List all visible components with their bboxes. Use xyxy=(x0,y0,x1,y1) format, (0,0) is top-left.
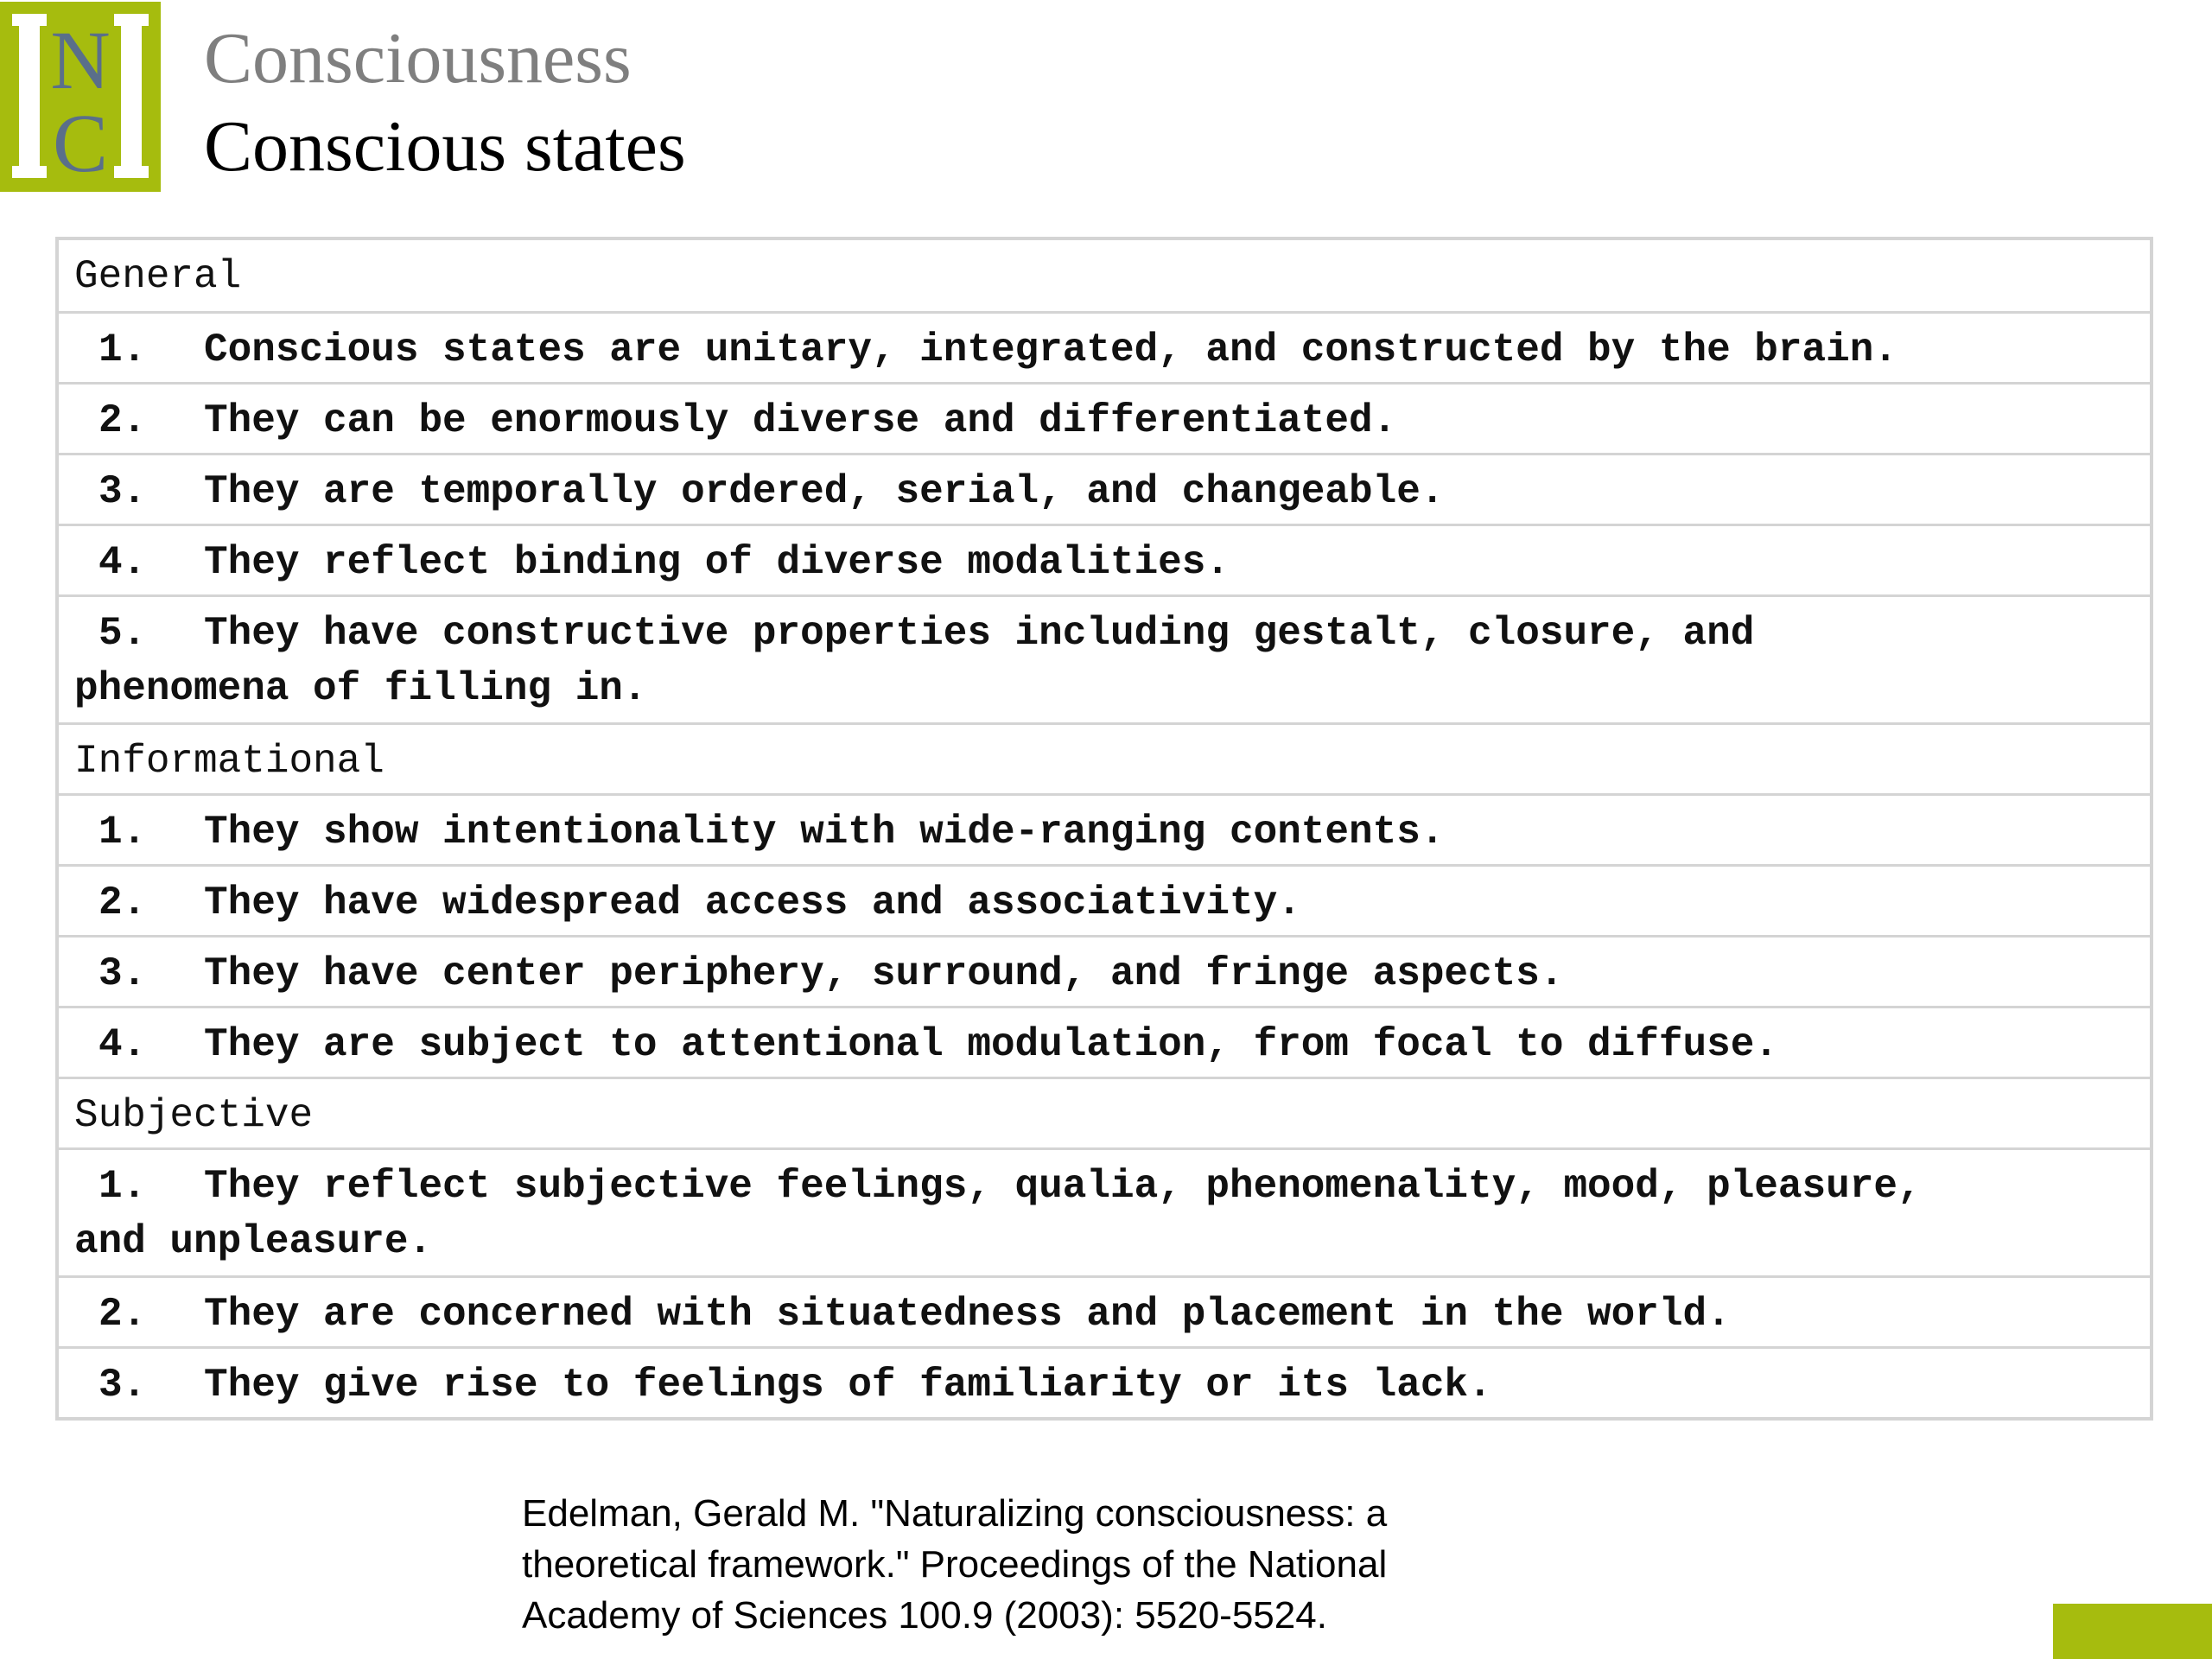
item-number: 3. xyxy=(99,951,147,996)
item-text: They reflect binding of diverse modalities. xyxy=(204,540,1230,585)
item-text: They have center periphery, surround, and fringe aspects. xyxy=(204,951,1564,996)
item-text: They have widespread access and associativity. xyxy=(204,880,1301,925)
corner-accent-block xyxy=(2053,1604,2212,1659)
section-heading-label: Subjective xyxy=(74,1093,314,1138)
item-text: They are temporally ordered, serial, and changeable. xyxy=(204,469,1445,514)
item-number: 5. xyxy=(99,611,147,656)
item-text: Conscious states are unitary, integrated, and constructed by the brain. xyxy=(204,327,1897,372)
section-heading-label: Informational xyxy=(74,739,385,784)
item-text-continuation: and unpleasure. xyxy=(74,1219,433,1264)
citation-line: Academy of Sciences 100.9 (2003): 5520-5524. xyxy=(522,1594,1327,1637)
table-row xyxy=(59,453,2150,524)
section-heading-general xyxy=(59,240,2150,311)
citation xyxy=(522,1488,1524,1641)
page-title: Consciousness xyxy=(204,18,632,99)
section-heading-subjective xyxy=(59,1077,2150,1147)
table-row xyxy=(59,1006,2150,1077)
table-row xyxy=(59,1346,2150,1417)
item-text: They show intentionality with wide-ranging contents. xyxy=(204,810,1445,855)
citation-line: theoretical framework." Proceedings of the National xyxy=(522,1543,1388,1586)
section-heading-informational xyxy=(59,722,2150,793)
item-number: 2. xyxy=(99,880,147,925)
page-subtitle: Conscious states xyxy=(204,106,686,187)
table-row xyxy=(59,311,2150,382)
item-text: They give rise to feelings of familiarity or its lack. xyxy=(204,1363,1492,1408)
table-row xyxy=(59,382,2150,453)
inc-logo-graphic xyxy=(0,2,161,192)
table-row xyxy=(59,1275,2150,1346)
inc-logo xyxy=(0,2,161,192)
item-text: They have constructive properties including gestalt, closure, and xyxy=(204,611,1755,656)
item-number: 3. xyxy=(99,469,147,514)
section-heading-label: General xyxy=(74,254,242,299)
item-number: 1. xyxy=(99,810,147,855)
table-row xyxy=(59,864,2150,935)
item-number: 3. xyxy=(99,1363,147,1408)
table-row xyxy=(59,594,2150,722)
table-row xyxy=(59,524,2150,594)
item-number: 4. xyxy=(99,540,147,585)
logo-letter-c: C xyxy=(52,97,109,189)
item-text: They can be enormously diverse and differentiated. xyxy=(204,398,1397,443)
item-number: 2. xyxy=(99,1292,147,1337)
table-row xyxy=(59,1147,2150,1275)
citation-line: Edelman, Gerald M. "Naturalizing consciousness: a xyxy=(522,1492,1388,1535)
item-number: 2. xyxy=(99,398,147,443)
table-row xyxy=(59,935,2150,1006)
conscious-states-table xyxy=(55,237,2153,1421)
logo-letter-n: N xyxy=(50,14,111,106)
item-number: 1. xyxy=(99,327,147,372)
item-text: They reflect subjective feelings, qualia, phenomenality, mood, pleasure, xyxy=(204,1164,1922,1209)
table-row xyxy=(59,793,2150,864)
item-text: They are subject to attentional modulation, from focal to diffuse. xyxy=(204,1022,1778,1067)
item-text: They are concerned with situatedness and placement in the world. xyxy=(204,1292,1731,1337)
item-text-continuation: phenomena of filling in. xyxy=(74,666,647,711)
item-number: 4. xyxy=(99,1022,147,1067)
item-number: 1. xyxy=(99,1164,147,1209)
